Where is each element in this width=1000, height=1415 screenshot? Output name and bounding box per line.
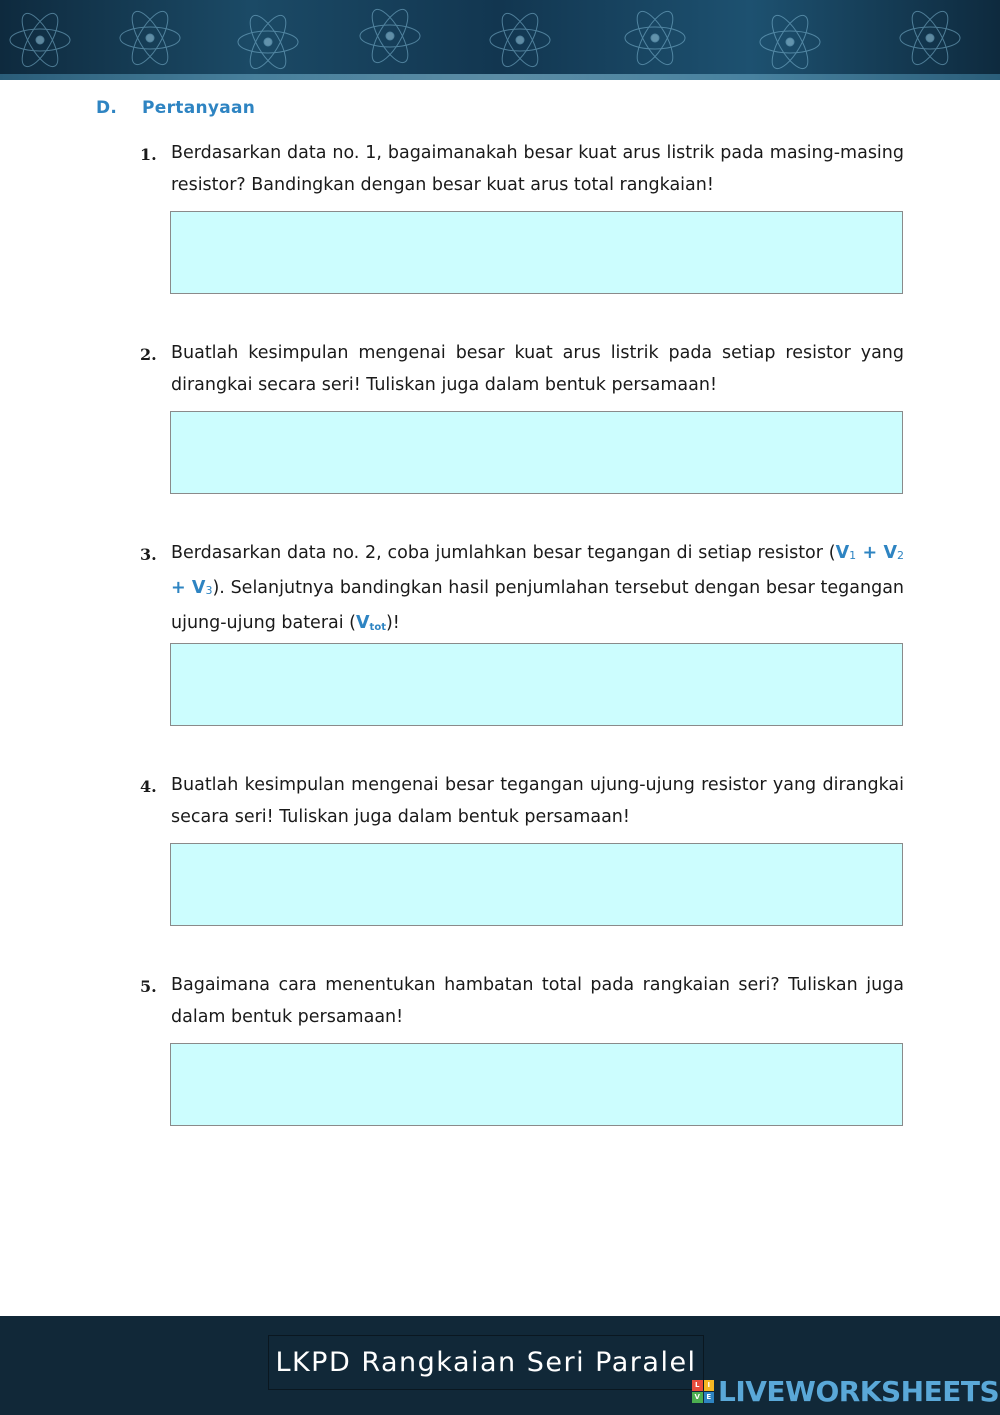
atom-icon xyxy=(760,11,820,74)
atom-pattern xyxy=(0,0,1000,80)
voltage-symbol: V xyxy=(835,543,850,563)
voltage-subscript: tot xyxy=(369,622,386,633)
atom-icon xyxy=(10,9,70,72)
voltage-symbol: V xyxy=(356,613,370,633)
atom-icon xyxy=(490,9,550,72)
answer-box[interactable] xyxy=(170,843,903,926)
voltage-symbol: V xyxy=(191,578,206,598)
logo-letter: E xyxy=(704,1392,715,1403)
logo-squares-icon xyxy=(692,1380,714,1402)
answer-box[interactable] xyxy=(170,643,903,726)
question-text xyxy=(171,537,904,644)
answer-box[interactable] xyxy=(170,411,903,494)
section-heading xyxy=(96,98,255,118)
atom-icon xyxy=(120,7,180,70)
question-text-part: Berdasarkan data no. 2, coba jumlahkan besar tegangan di setiap resistor ( xyxy=(171,543,836,563)
answer-box[interactable] xyxy=(170,1043,903,1126)
logo-letter: L xyxy=(692,1380,703,1391)
voltage-subscript: 2 xyxy=(897,549,905,562)
logo-wordmark: LIVEWORKSHEETS xyxy=(718,1374,1000,1408)
footer-title: LKPD Rangkaian Seri Paralel xyxy=(268,1335,704,1390)
section-title: Pertanyaan xyxy=(142,98,256,118)
question-text: Berdasarkan data no. 1, bagaimanakah besar kuat arus listrik pada masing-masing resistor? Bandingkan dengan besar kuat arus total rangkaian! xyxy=(171,143,904,195)
voltage-symbol: V xyxy=(883,543,898,563)
question-number: 2. xyxy=(140,345,157,364)
liveworksheets-logo[interactable] xyxy=(692,1374,999,1408)
atom-icon xyxy=(625,7,685,70)
question-text: Bagaimana cara menentukan hambatan total pada rangkaian seri? Tuliskan juga dalam bentuk persamaan! xyxy=(171,975,904,1027)
question-text-part: ). Selanjutnya bandingkan hasil penjumlahan tersebut dengan besar tegangan ujung-ujung baterai ( xyxy=(171,578,905,633)
total-voltage xyxy=(356,613,386,633)
voltage-subscript: 1 xyxy=(849,549,857,562)
voltage-subscript: 3 xyxy=(205,584,213,597)
header-band xyxy=(0,74,1000,80)
atom-icon xyxy=(238,11,298,74)
question-text: Buatlah kesimpulan mengenai besar kuat arus listrik pada setiap resistor yang dirangkai secara seri! Tuliskan juga dalam bentuk persamaan! xyxy=(171,343,904,395)
plus-sign: + xyxy=(171,578,186,598)
header-banner xyxy=(0,0,1000,80)
question-text-part: )! xyxy=(385,613,400,633)
atom-icon xyxy=(900,7,960,70)
plus-sign: + xyxy=(862,543,878,563)
section-letter: D. xyxy=(96,98,118,118)
question-number: 3. xyxy=(140,545,157,564)
question-number: 1. xyxy=(140,145,157,164)
answer-box[interactable] xyxy=(170,211,903,294)
logo-letter: V xyxy=(692,1392,703,1403)
question-text: Buatlah kesimpulan mengenai besar tegangan ujung-ujung resistor yang dirangkai secara seri! Tuliskan juga dalam bentuk persamaan! xyxy=(171,775,904,827)
logo-letter: I xyxy=(704,1380,715,1391)
question-number: 4. xyxy=(140,777,157,796)
question-number: 5. xyxy=(140,977,157,996)
atom-icon xyxy=(360,5,420,68)
